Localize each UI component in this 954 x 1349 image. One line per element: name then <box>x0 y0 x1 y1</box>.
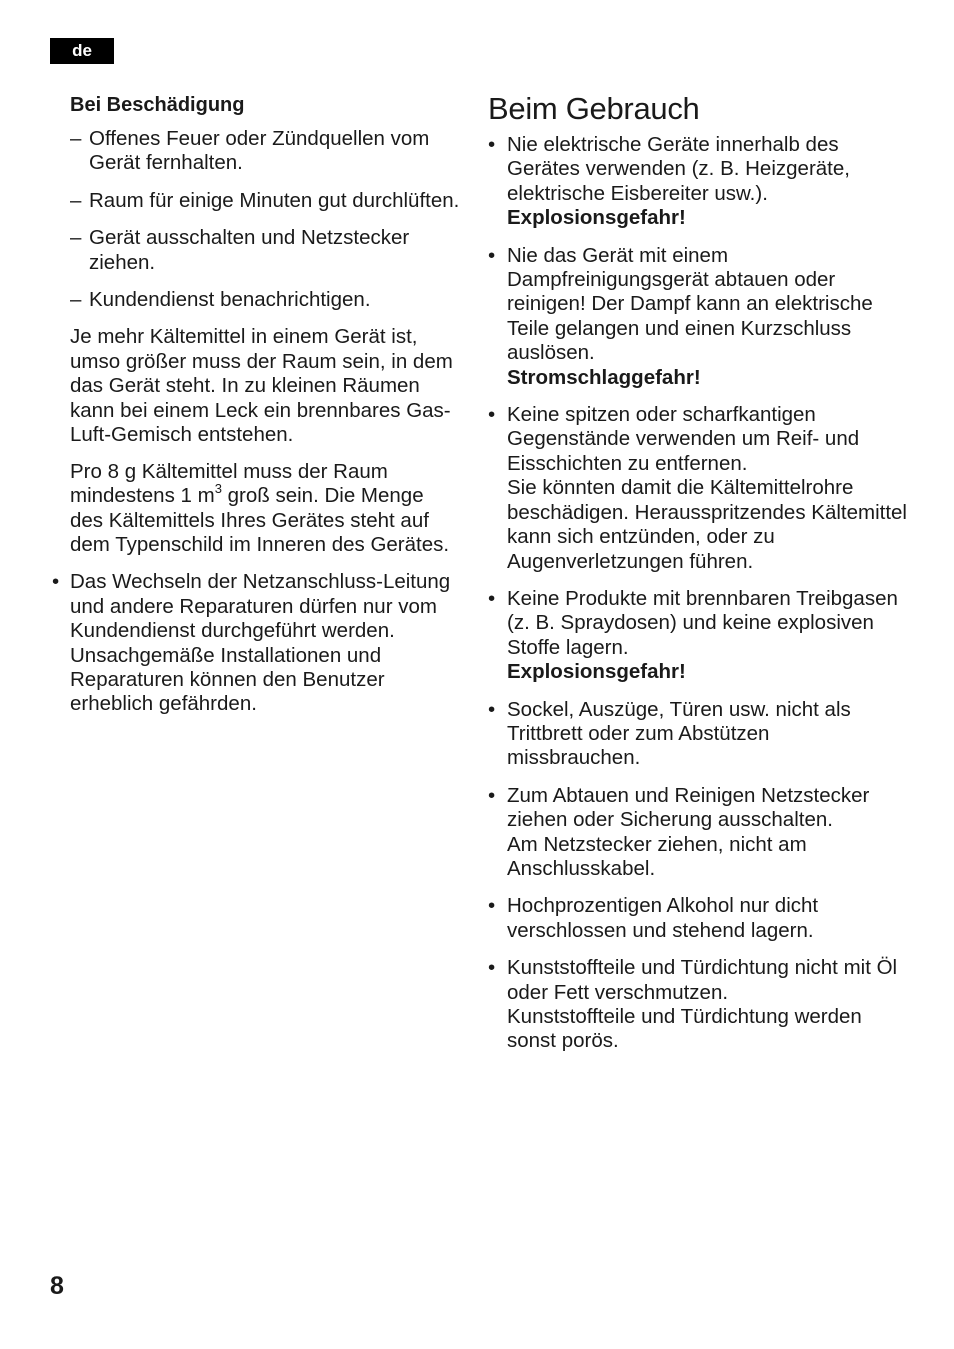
bullet-text: Das Wechseln der Netzanschluss-Leitung und andere Reparaturen dürfen nur vom Kundendienst durchgeführt werden. Unsachgemäße Installationen und Reparaturen können den Benutzer erheblich gefährden. <box>70 570 451 716</box>
list-item <box>70 226 462 275</box>
warning-text: Explosionsgefahr! <box>507 660 686 684</box>
subsection-heading: Bei Beschädigung <box>70 94 245 116</box>
list-item-text: Kundendienst benachrichtigen. <box>89 288 371 312</box>
list-item-text: Gerät ausschalten und Netzstecker ziehen. <box>89 226 410 274</box>
bullet-mark: • <box>488 403 496 427</box>
list-item <box>70 288 462 312</box>
bullet-extra-text: Sie könnten damit die Kältemittelrohre beschädigen. Herausspritzendes Kältemittel kann sich entzünden, oder zu Augenverletzungen führen. <box>507 476 907 573</box>
left-column <box>52 92 462 730</box>
bullet-text: Kunststoffteile und Türdichtung nicht mit Öl oder Fett verschmutzen. <box>507 956 898 1004</box>
bullet-mark: • <box>488 586 496 610</box>
paragraph-text: groß sein. Die Menge des Kältemittels Ihres Gerätes steht auf dem Typenschild im Inneren des Gerätes. <box>70 484 450 557</box>
bullet-mark: • <box>488 783 496 807</box>
language-tab: de <box>50 38 114 64</box>
superscript: 3 <box>214 481 222 497</box>
bullet-text: Zum Abtauen und Reinigen Netzstecker ziehen oder Sicherung ausschalten. <box>507 783 870 832</box>
bullet-mark: • <box>52 570 60 594</box>
list-item-text: Raum für einige Minuten gut durchlüften. <box>89 188 460 212</box>
bullet-item <box>488 403 908 574</box>
bullet-text: Keine Produkte mit brennbaren Treibgasen (z. B. Spraydosen) und keine explosiven Stoffe lagern. <box>507 586 898 659</box>
bullet-text: Nie elektrische Geräte innerhalb des Gerätes verwenden (z. B. Heizgeräte, elektrische Eisbereiter usw.). <box>507 133 850 205</box>
warning-text: Stromschlaggefahr! <box>507 365 701 389</box>
dash-mark: – <box>70 188 82 212</box>
warning-text: Explosionsgefahr! <box>507 206 686 230</box>
bullet-mark: • <box>488 243 496 267</box>
dash-mark: – <box>70 226 82 250</box>
list-item <box>70 127 462 176</box>
right-column <box>488 90 908 1067</box>
bullet-text: Sockel, Auszüge, Türen usw. nicht als Trittbrett oder zum Abstützen missbrauchen. <box>507 697 851 770</box>
dash-mark: – <box>70 127 82 150</box>
paragraph: Je mehr Kältemittel in einem Gerät ist, umso größer muss der Raum sein, in dem das Gerät steht. In zu kleinen Räumen kann bei einem Leck ein brennbares Gas-Luft-Gemisch entstehen. <box>70 325 453 447</box>
paragraph-text: Pro 8 g Kältemittel muss der Raum mindestens 1 m <box>70 460 388 508</box>
bullet-text: Nie das Gerät mit einem Dampfreinigungsgerät abtauen oder reinigen! Der Dampf kann an elektrische Teile gelangen und einen Kurzschluss auslösen. <box>507 243 873 365</box>
bullet-text: Keine spitzen oder scharfkantigen Gegenstände verwenden um Reif- und Eisschichten zu entfernen. <box>507 403 860 475</box>
list-item <box>70 189 462 213</box>
bullet-item <box>488 244 908 390</box>
bullet-text: Hochprozentigen Alkohol nur dicht verschlossen und stehend lagern. <box>507 894 819 942</box>
bullet-item <box>52 570 462 716</box>
bullet-mark: • <box>488 697 496 721</box>
dash-mark: – <box>70 288 82 312</box>
paragraph <box>70 460 462 558</box>
bullet-extra-text: Kunststoffteile und Türdichtung werden sonst porös. <box>507 1005 862 1053</box>
bullet-item <box>488 956 908 1054</box>
page-number: 8 <box>50 1272 64 1300</box>
bullet-mark: • <box>488 956 496 980</box>
section-heading: Beim Gebrauch <box>488 91 700 126</box>
bullet-item <box>488 133 908 231</box>
bullet-mark: • <box>488 133 496 156</box>
bullet-extra-text: Am Netzstecker ziehen, nicht am Anschlusskabel. <box>507 832 807 880</box>
bullet-item <box>488 698 908 771</box>
list-item-text: Offenes Feuer oder Zündquellen vom Gerät fernhalten. <box>89 127 430 175</box>
bullet-mark: • <box>488 894 496 918</box>
bullet-item <box>488 784 908 882</box>
bullet-item <box>488 587 908 685</box>
bullet-item <box>488 894 908 943</box>
